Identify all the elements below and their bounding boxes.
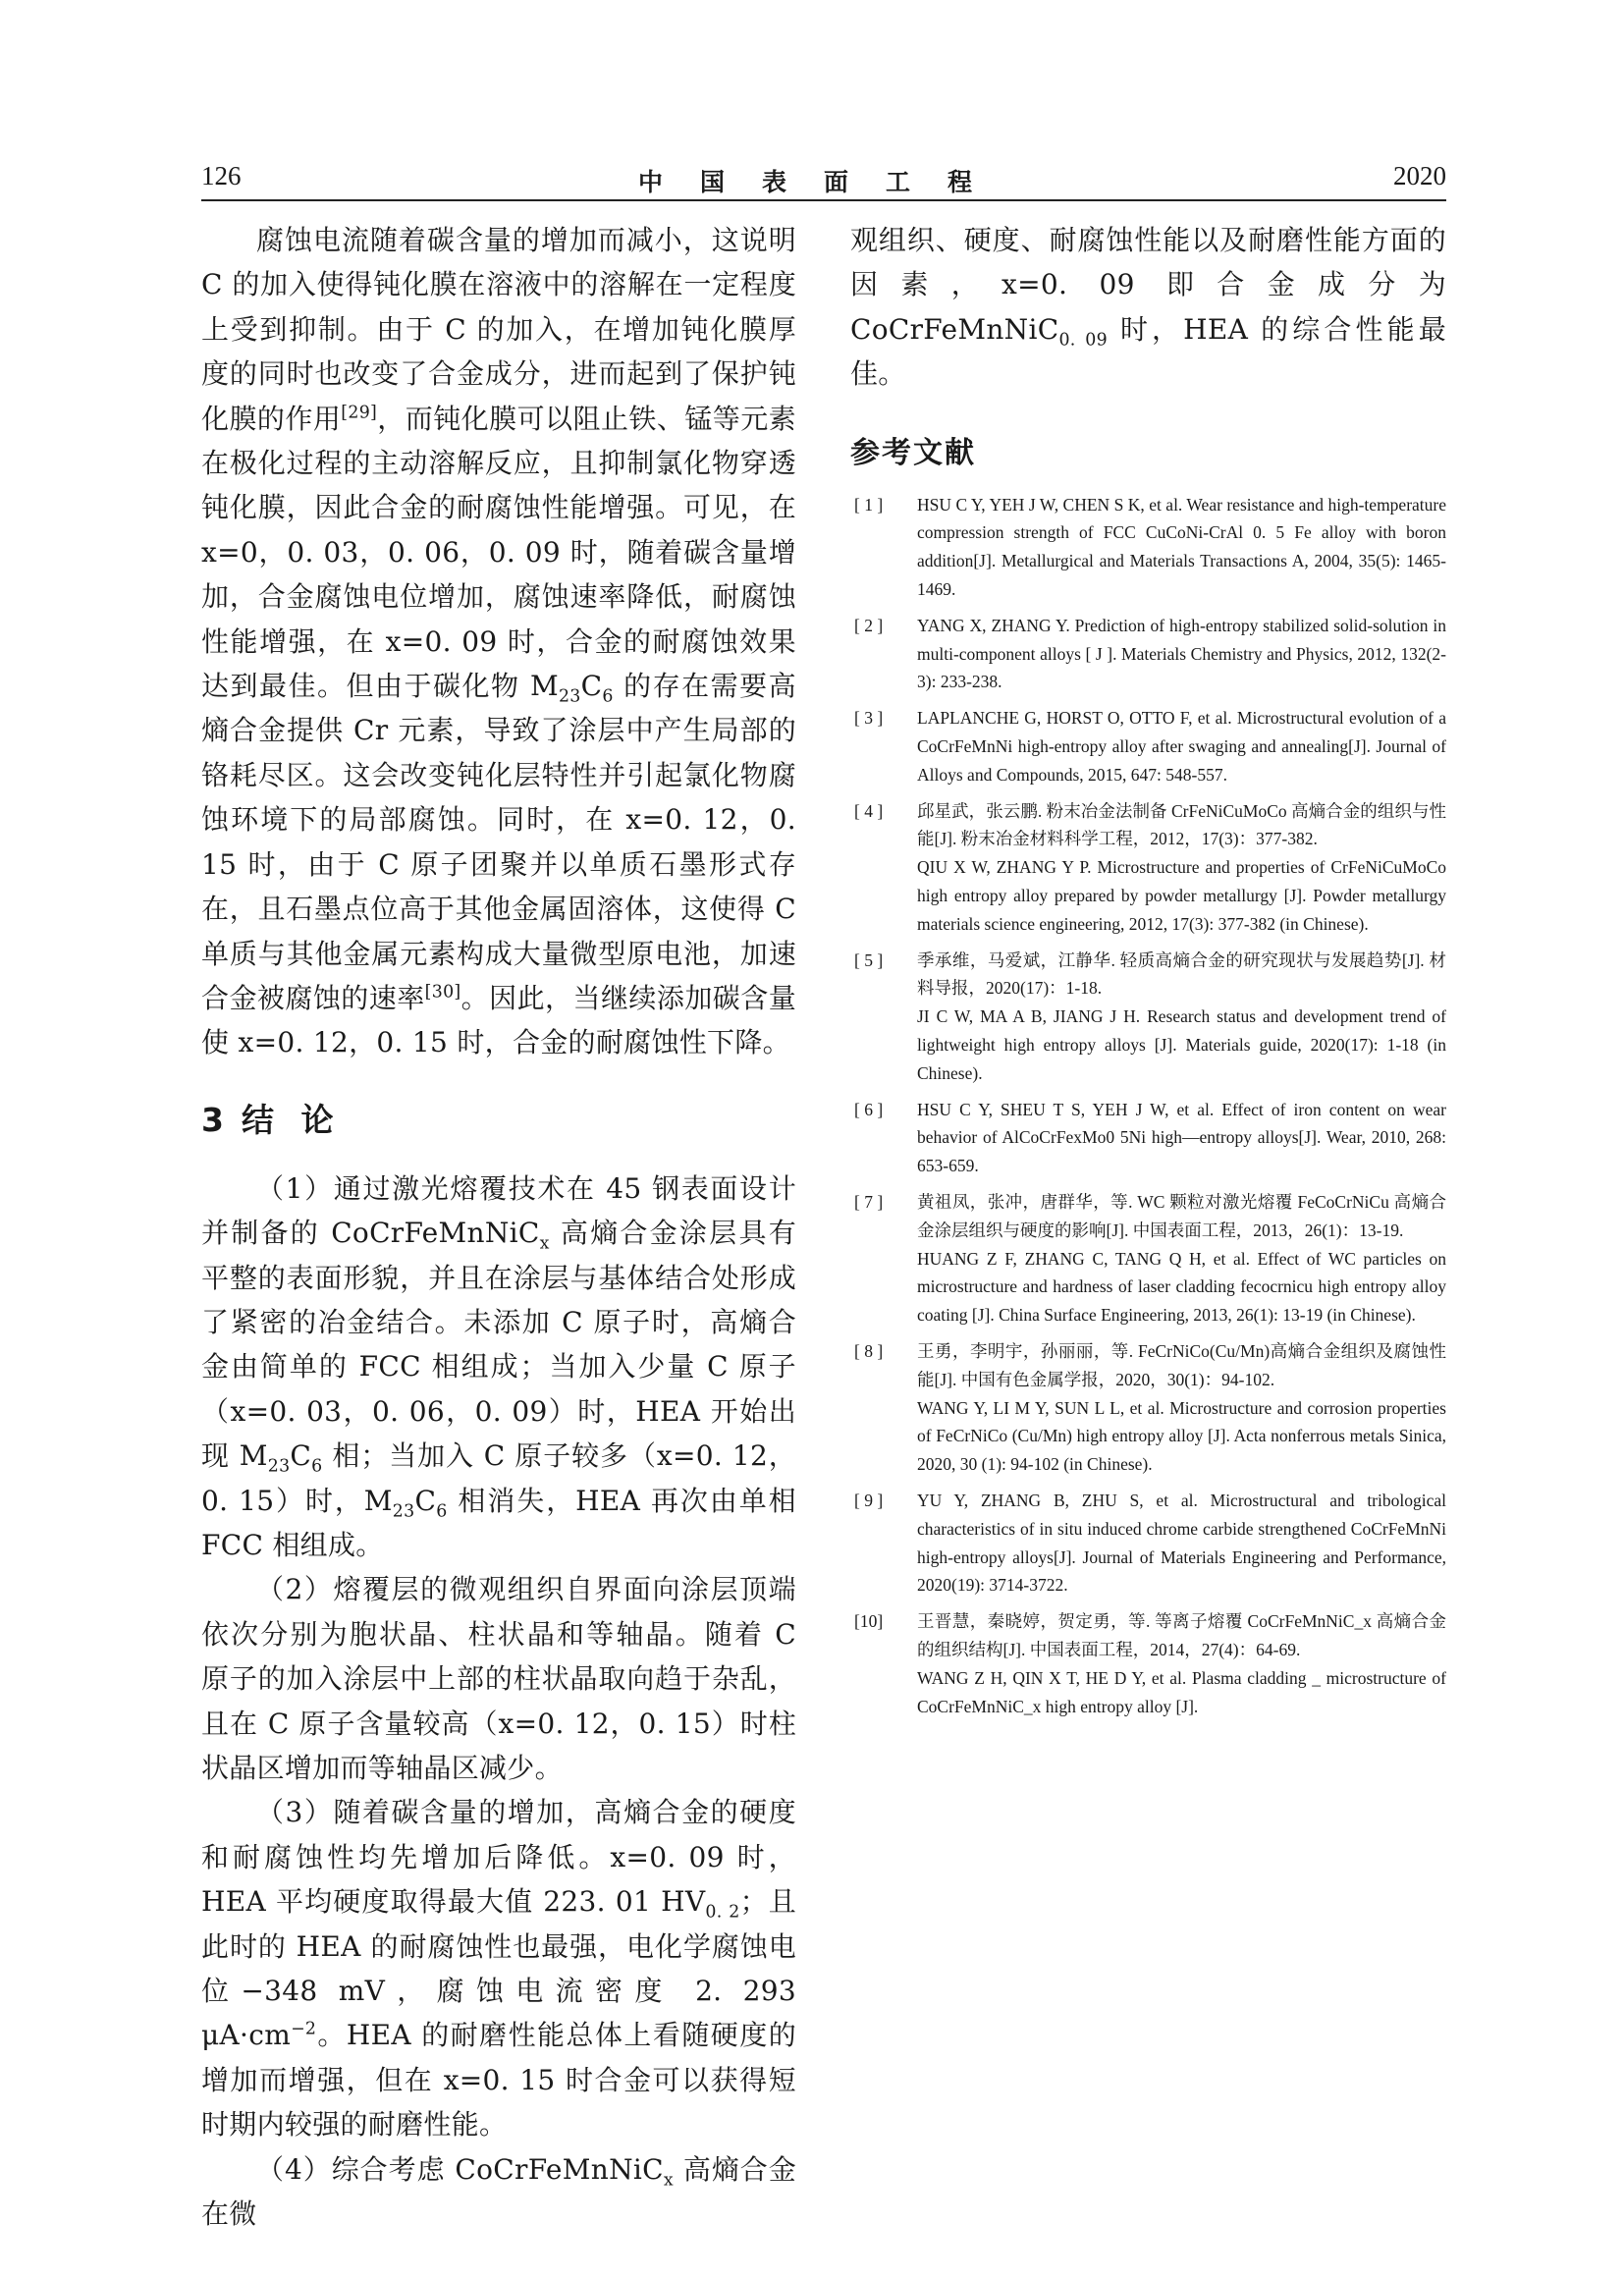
- reference-item: [850, 1096, 1446, 1180]
- corrosion-paragraph: 腐蚀电流随着碳含量的增加而减小，这说明 C 的加入使得钝化膜在溶液中的溶解在一定程度上受到抑制。由于 C 的加入，在增加钝化膜厚度的同时也改变了合金成分，进而起到了保护钝化膜的作用[29]，而钝化膜可以阻止铁、锰等元素在极化过程的主动溶解反应，且抑制氯化物穿透钝化膜，因此合金的耐腐蚀性能增强。可见，在 x=0，0. 03，0. 06，0. 09 时，随着碳含量增加，合金腐蚀电位增加，腐蚀速率降低，耐腐蚀性能增强，在 x=0. 09 时，合金的耐腐蚀效果达到最佳。但由于碳化物 $M_{23}C_6$ 的存在需要高熵合金提供 Cr 元素，导致了涂层中产生局部的铬耗尽区。这会改变钝化层特性并引起氯化物腐蚀环境下的局部腐蚀。同时，在 x=0. 12，0. 15 时，由于 C 原子团聚并以单质石墨形式存在，且石墨点位高于其他金属固溶体，这使得 C 单质与其他金属元素构成大量微型原电池，加速合金被腐蚀的速率[30]。因此，当继续添加碳含量使 x=0. 12，0. 15 时，合金的耐腐蚀性下降。: [201, 224, 797, 1059]
- reference-text: YANG X, ZHANG Y. Prediction of high-entropy stabilized solid-solution in multi-component alloys [ J ]. Materials Chemistry and Physics, 2012, 132(2-3): 233-238.: [917, 615, 1446, 692]
- references-heading: 参考文献: [850, 435, 976, 470]
- conclusion-3: （3）随着碳含量的增加，高熵合金的硬度和耐腐蚀性均先增加后降低。x=0. 09 时，HEA 平均硬度取得最大值 223. 01 $HV_{0. 2}$；且此时的 HEA 的耐腐蚀性也最强，电化学腐蚀电位−348 mV，腐蚀电流密度 2. 293 $\mu A\cdot cm^{-2}$。HEA 的耐磨性能总体上看随硬度的增加而增强，但在 x=0. 15 时合金可以获得短时期内较强的耐磨性能。: [201, 1796, 797, 2142]
- reference-number: [10]: [854, 1611, 884, 1632]
- reference-number: [ 4 ]: [854, 800, 884, 821]
- header-rule: [201, 199, 1446, 201]
- left-column: [201, 218, 796, 2236]
- reference-english: WANG Z H, QIN X T, HE D Y, et al. Plasma cladding _ microstructure of CoCrFeMnNiC_x high entropy alloy [J].: [917, 1667, 1446, 1716]
- reference-number: [ 8 ]: [854, 1340, 884, 1361]
- year: 2020: [1393, 161, 1446, 190]
- reference-text: 王晋慧，秦晓婷，贺定勇，等. 等离子熔覆 CoCrFeMnNiC_x 高熵合金的组织结构[J]. 中国表面工程，2014，27(4)：64-69.: [917, 1611, 1446, 1659]
- reference-text: 黄祖凤，张冲，唐群华，等. WC 颗粒对激光熔覆 FeCoCrNiCu 高熵合金涂层组织与硬度的影响[J]. 中国表面工程，2013，26(1)：13-19.: [917, 1191, 1446, 1240]
- citation: [29]: [341, 403, 378, 423]
- reference-number: [ 2 ]: [854, 615, 884, 635]
- reference-item: [850, 1487, 1446, 1600]
- citation: [30]: [424, 982, 461, 1003]
- reference-text: LAPLANCHE G, HORST O, OTTO F, et al. Microstructural evolution of a CoCrFeMnNi high-entropy alloy after swaging and annealing[J]. Journal of Alloys and Compounds, 2015, 647: 548-557.: [917, 708, 1446, 785]
- reference-english: QIU X W, ZHANG Y P. Microstructure and properties of CrFeNiCuMoCo high entropy alloy prepared by powder metallurgy [J]. Powder metallurgy materials science engineering, 2012, 17(3): 377-382 (in Chinese).: [917, 857, 1446, 934]
- reference-item: [850, 1188, 1446, 1329]
- reference-text: HSU C Y, YEH J W, CHEN S K, et al. Wear resistance and high-temperature compression strength of FCC CuCoNi-CrAl 0. 5 Fe alloy with boron addition[J]. Metallurgical and Materials Transactions A, 2004, 35(5): 1465-1469.: [917, 494, 1446, 600]
- reference-text: HSU C Y, SHEU T S, YEH J W, et al. Effect of iron content on wear behavior of AlCoCrFexMo0 5Ni high—entropy alloys[J]. Wear, 2010, 268: 653-659.: [917, 1099, 1446, 1176]
- reference-number: [ 1 ]: [854, 494, 884, 515]
- reference-number: [ 5 ]: [854, 949, 884, 970]
- reference-english: WANG Y, LI M Y, SUN L L, et al. Microstructure and corrosion properties of FeCrNiCo (Cu/Mn) high entropy alloy [J]. Acta nonferrous metals Sinica, 2020, 30 (1): 94-102 (in Chinese).: [917, 1397, 1446, 1475]
- running-header: [201, 157, 1446, 196]
- reference-text: 季承维，马爱斌，江静华. 轻质高熵合金的研究现状与发展趋势[J]. 材料导报，2020(17)：1-18.: [917, 949, 1446, 999]
- conclusion-1: （1）通过激光熔覆技术在 45 钢表面设计并制备的 CoCrFeMnNiC$_x$ 高熵合金涂层具有平整的表面形貌，并且在涂层与基体结合处形成了紧密的冶金结合。未添加 C 原子时，高熵合金由简单的 FCC 相组成；当加入少量 C 原子（x=0. 03，0. 06，0. 09）时，HEA 开始出现 $M_{23}C_6$ 相；当加入 C 原子较多（x=0. 12，0. 15）时，$M_{23}C_6$ 相消失，HEA 再次由单相 FCC 相组成。: [201, 1171, 796, 1561]
- reference-item: [850, 947, 1446, 1088]
- reference-text: 邱星武，张云鹏. 粉末冶金法制备 CrFeNiCuMoCo 高熵合金的组织与性能[J]. 粉末冶金材料科学工程，2012，17(3)：377-382.: [917, 800, 1446, 849]
- reference-text: 王勇，李明宇，孙丽丽，等. FeCrNiCo(Cu/Mn)高熵合金组织及腐蚀性能[J]. 中国有色金属学报，2020，30(1)：94-102.: [917, 1340, 1446, 1389]
- reference-number: [ 9 ]: [854, 1490, 884, 1510]
- reference-number: [ 6 ]: [854, 1099, 884, 1119]
- conclusion-4-end: 观组织、硬度、耐腐蚀性能以及耐磨性能方面的因素，x=0. 09 即合金成分为 CoCrFeMnNiC$_{0. 09}$ 时，HEA 的综合性能最佳。: [850, 224, 1447, 391]
- reference-list: [850, 491, 1446, 1721]
- conclusion-2: （2）熔覆层的微观组织自界面向涂层顶端依次分别为胞状晶、柱状晶和等轴晶。随着 C 原子的加入涂层中上部的柱状晶取向趋于杂乱，且在 C 原子含量较高（x=0. 12，0. 15）时柱状晶区增加而等轴晶区减少。: [201, 1573, 796, 1784]
- reference-item: [850, 1607, 1446, 1720]
- reference-item: [850, 491, 1446, 604]
- reference-english: JI C W, MA A B, JIANG J H. Research status and development trend of lightweight high entropy alloys [J]. Materials guide, 2020(17): 1-18 (in Chinese).: [917, 1006, 1446, 1083]
- reference-item: [850, 1337, 1446, 1479]
- reference-number: [ 7 ]: [854, 1191, 884, 1212]
- section-heading: 3 结 论: [201, 1100, 342, 1139]
- reference-item: [850, 612, 1446, 696]
- page-number: 126: [201, 161, 242, 190]
- reference-item: [850, 704, 1446, 788]
- right-column: [850, 218, 1446, 1728]
- reference-number: [ 3 ]: [854, 708, 884, 729]
- reference-english: HUANG Z F, ZHANG C, TANG Q H, et al. Effect of WC particles on microstructure and hardness of laser cladding fecocrnicu high entropy alloy coating [J]. China Surface Engineering, 2013, 26(1): 13-19 (in Chinese).: [917, 1248, 1446, 1326]
- reference-item: [850, 797, 1446, 939]
- conclusion-4-start: （4）综合考虑 CoCrFeMnNiC$_x$ 高熵合金在微: [201, 2152, 796, 2231]
- journal-title: 中国表面工程: [637, 168, 1009, 196]
- reference-text: YU Y, ZHANG B, ZHU S, et al. Microstructural and tribological characteristics of in situ induced chrome carbide strengthened CoCrFeMnNi high-entropy alloys[J]. Journal of Materials Engineering and Performance, 2020(19): 3714-3722.: [917, 1490, 1446, 1596]
